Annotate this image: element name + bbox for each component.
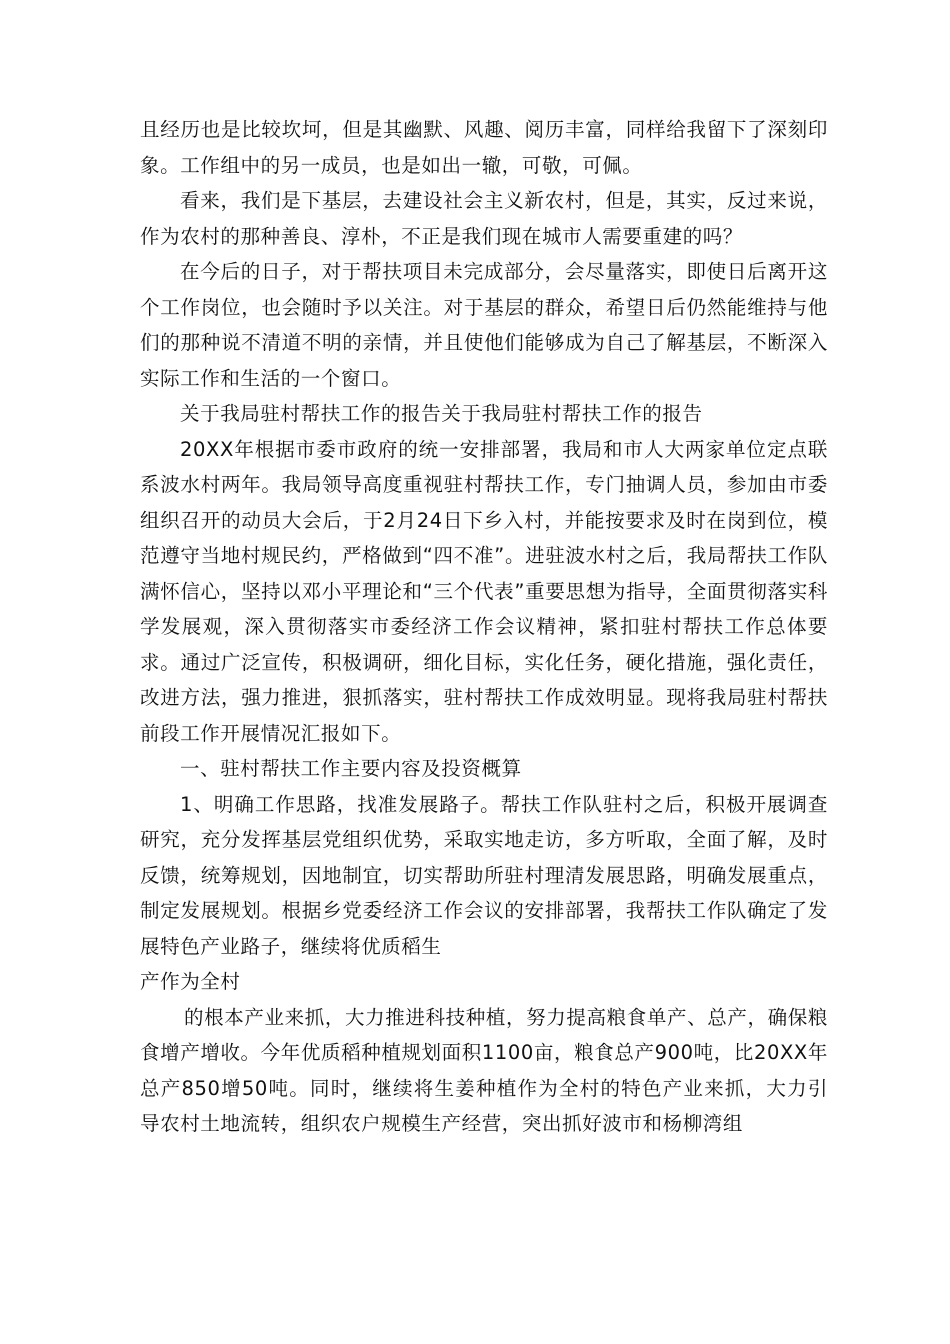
- section-heading-1: 一、驻村帮扶工作主要内容及投资概算: [180, 757, 522, 780]
- paragraph-fragment: 产作为全村: [140, 970, 241, 993]
- paragraph-report-intro: 20XX年根据市委市政府的统一安排部署，我局和市人大两家单位定点联系波水村两年。我局领导高度重视驻村帮扶工作，专门抽调人员，参加由市委组织召开的动员大会后，于2月24日下乡入村，并能按要求及时在岗到位，模范遵守当地村规民约，严格做到“四不准”。进驻波水村之后，我局帮扶工作队满怀信心，坚持以邓小平理论和“三个代表”重要思想为指导，全面贯彻落实科学发展观，深入贯彻落实市委经济工作会议精神，紧扣驻村帮扶工作总体要求。通过广泛宣传，积极调研，细化目标，实化任务，硬化措施，强化责任，改进方法，强力推进，狠抓落实，驻村帮扶工作成效明显。现将我局驻村帮扶前段工作开展情况汇报如下。: [140, 437, 828, 745]
- paragraph-continued: 且经历也是比较坎坷，但是其幽默、风趣、阅历丰富，同样给我留下了深刻印象。工作组中的另一成员，也是如出一辙，可敬，可佩。: [140, 118, 828, 177]
- paragraph-work-approach: 1、明确工作思路，找准发展路子。帮扶工作队驻村之后，积极开展调查研究，充分发挥基层党组织优势，采取实地走访，多方听取，全面了解，及时反馈，统筹规划，因地制宜，切实帮助所驻村理清发展思路，明确发展重点，制定发展规划。根据乡党委经济工作会议的安排部署，我帮扶工作队确定了发展特色产业路子，继续将优质稻生: [140, 792, 828, 958]
- report-title: 关于我局驻村帮扶工作的报告关于我局驻村帮扶工作的报告: [180, 402, 703, 425]
- paragraph-reflection: 看来，我们是下基层，去建设社会主义新农村，但是，其实，反过来说，作为农村的那种善良、淳朴，不正是我们现在城市人需要重建的吗？: [140, 189, 828, 248]
- paragraph-industry: 的根本产业来抓，大力推进科技种植，努力提高粮食单产、总产，确保粮食增产增收。今年优质稻种植规划面积1100亩，粮食总产900吨，比20XX年总产850增50吨。同时，继续将生姜种植作为全村的特色产业来抓，大力引导农村土地流转，组织农户规模生产经营，突出抓好波市和杨柳湾组: [140, 1005, 828, 1135]
- paragraph-future: 在今后的日子，对于帮扶项目未完成部分，会尽量落实，即使日后离开这个工作岗位，也会随时予以关注。对于基层的群众，希望日后仍然能维持与他们的那种说不清道不明的亲情，并且使他们能够成为自己了解基层，不断深入实际工作和生活的一个窗口。: [140, 260, 828, 390]
- document-body: [140, 112, 828, 1142]
